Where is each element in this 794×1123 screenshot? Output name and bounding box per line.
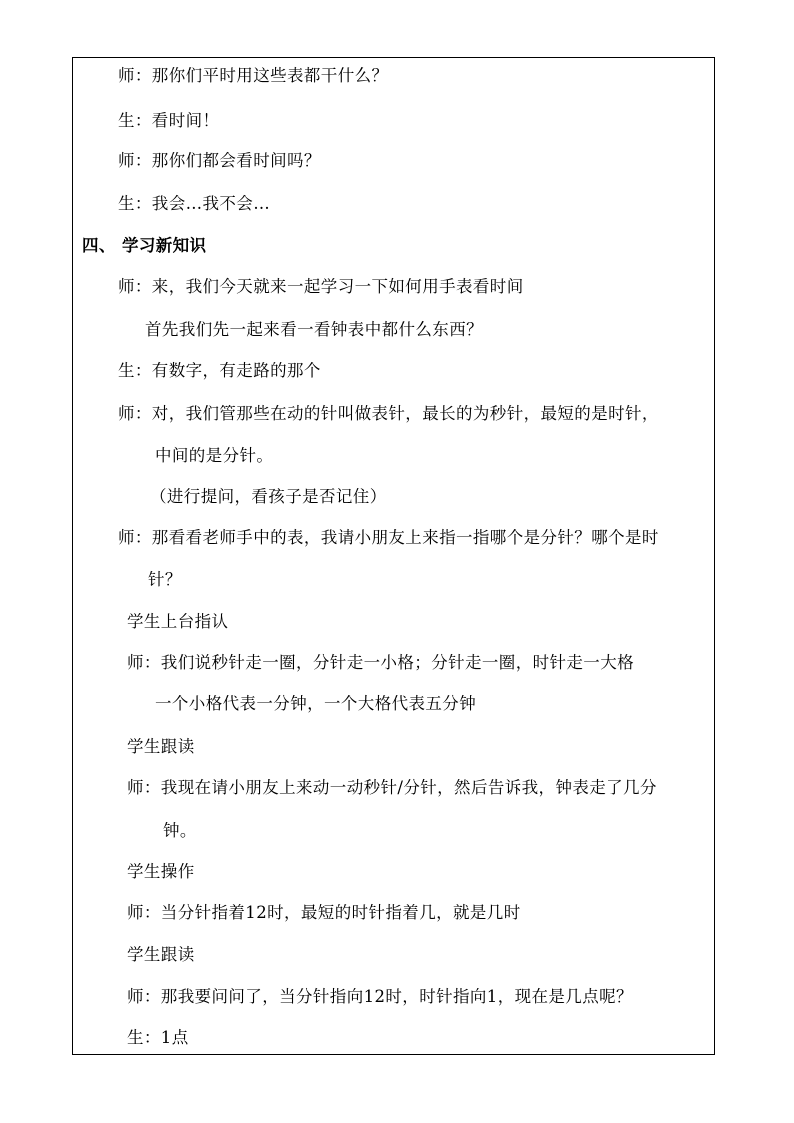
- dialogue-line-3: 师：那你们都会看时间吗？: [118, 151, 321, 170]
- dialogue-line-15: 钟。: [163, 821, 197, 840]
- activity-line-1: 学生上台指认: [127, 612, 229, 631]
- dialogue-line-5: 师：来，我们今天就来一起学习一下如何用手表看时间: [118, 277, 524, 296]
- dialogue-line-14: 师：我现在请小朋友上来动一动秒针/分针，然后告诉我，钟表走了几分: [127, 778, 657, 797]
- dialogue-line-16: 师：当分针指着12时，最短的时针指着几，就是几时: [127, 903, 521, 922]
- dialogue-line-6: 首先我们先一起来看一看钟表中都什么东西？: [145, 320, 483, 339]
- dialogue-line-18: 生：1点: [127, 1028, 189, 1047]
- dialogue-line-12: 师：我们说秒针走一圈，分针走一小格；分针走一圈，时针走一大格: [127, 653, 634, 672]
- section-heading: 四、 学习新知识: [82, 236, 207, 255]
- dialogue-line-10: 师：那看看老师手中的表，我请小朋友上来指一指哪个是分针？哪个是时: [118, 528, 659, 547]
- activity-line-2: 学生跟读: [127, 737, 195, 756]
- dialogue-line-7: 生：有数字，有走路的那个: [118, 361, 321, 380]
- dialogue-line-13: 一个小格代表一分钟，一个大格代表五分钟: [155, 694, 477, 713]
- activity-line-4: 学生跟读: [127, 945, 195, 964]
- dialogue-line-4: 生：我会…我不会…: [118, 194, 271, 213]
- activity-line-3: 学生操作: [127, 862, 195, 881]
- dialogue-line-11: 针？: [148, 570, 182, 589]
- stage-note: （进行提问，看孩子是否记住）: [150, 487, 387, 506]
- dialogue-line-2: 生：看时间！: [118, 111, 220, 130]
- dialogue-line-9: 中间的是分针。: [155, 446, 274, 465]
- dialogue-line-17: 师：那我要问问了，当分针指向12时，时针指向1，现在是几点呢？: [127, 987, 633, 1006]
- dialogue-line-8: 师：对，我们管那些在动的针叫做表针，最长的为秒针，最短的是时针，: [118, 404, 659, 423]
- dialogue-line-1: 师：那你们平时用这些表都干什么？: [118, 66, 389, 85]
